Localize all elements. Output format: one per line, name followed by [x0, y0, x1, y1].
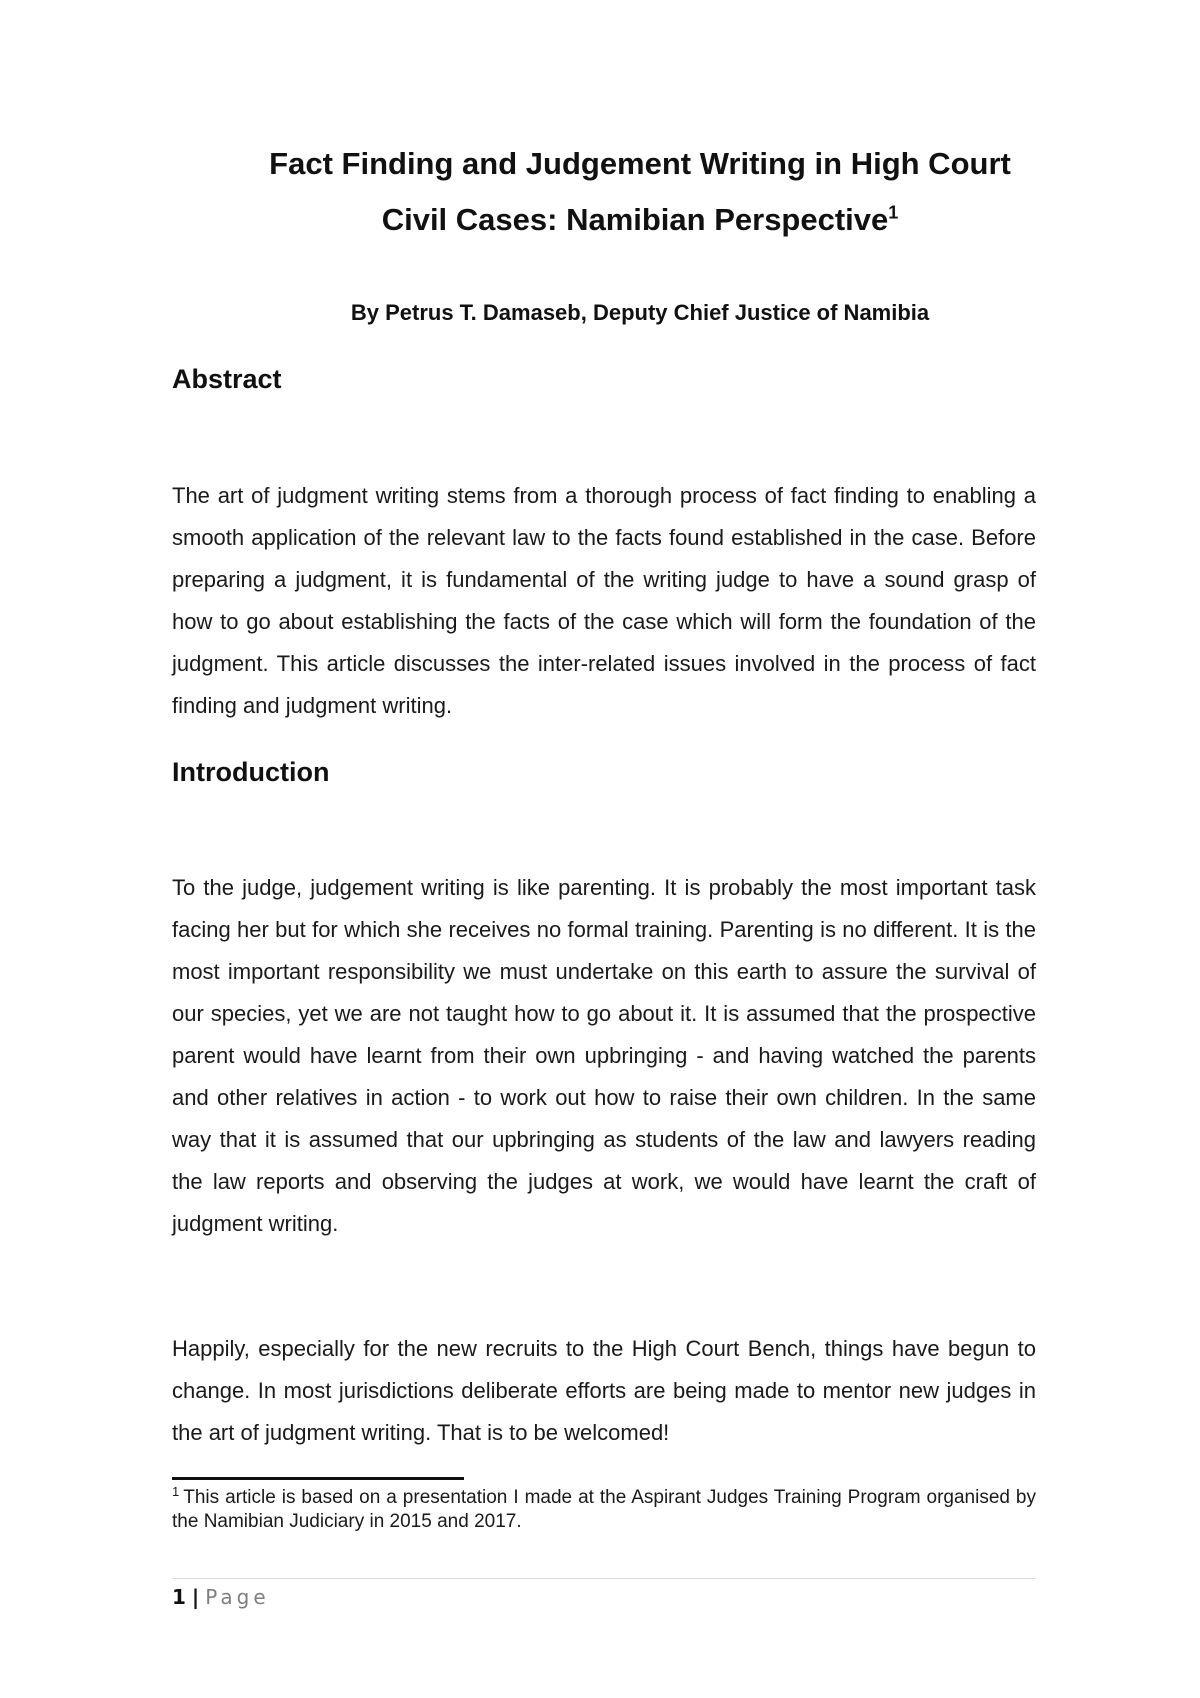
page-number: 1 [172, 1585, 186, 1609]
intro-paragraph-1: To the judge, judgement writing is like parenting. It is probably the most important task facing her but for which she receives no formal training. Parenting is no different. It is the most important responsibility we must undertake on this earth to assure the survival of our species, yet we are not taught how to go about it. It is assumed that the prospective parent would have learnt from their own upbringing - and having watched the parents and other relatives in action - to work out how to raise their own children. In the same way that it is assumed that our upbringing as students of the law and lawyers reading the law reports and observing the judges at work, we would have learnt the craft of judgment writing. [172, 875, 1036, 1236]
author-line: By Petrus T. Damaseb, Deputy Chief Justice of Namibia [350, 300, 930, 325]
title-line-1: Fact Finding and Judgement Writing in High Court [269, 146, 1011, 181]
abstract-paragraph: The art of judgment writing stems from a thorough process of fact finding to enabling a smooth application of the relevant law to the facts found established in the case. Before preparing a judgment, it is fundamental of the writing judge to have a sound grasp of how to go about establishing the facts of the case which will form the foundation of the judgment. This article discusses the inter-related issues involved in the process of fact finding and judgment writing. [172, 483, 1036, 718]
page-label: Page [205, 1585, 270, 1609]
footnote-divider [172, 1477, 464, 1480]
intro-paragraph-2: Happily, especially for the new recruits to the High Court Bench, things have begun to change. In most jurisdictions deliberate efforts are being made to mentor new judges in the art of judgment writing. That is to be welcomed! [172, 1336, 1036, 1445]
footnote-marker: 1 [172, 1483, 180, 1499]
footer-divider [172, 1578, 1036, 1579]
footer-separator: | [191, 1585, 200, 1609]
introduction-heading: Introduction [172, 757, 330, 787]
document-title [172, 136, 1108, 248]
title-footnote-marker[interactable]: 1 [888, 202, 899, 223]
footnote-text: This article is based on a presentation I made at the Aspirant Judges Training Program organised by the Namibian Judiciary in 2015 and 2017. [172, 1487, 1036, 1532]
title-line-2-text: Civil Cases: Namibian Perspective [381, 202, 889, 237]
title-line-2 [172, 192, 1108, 248]
page-footer [172, 1585, 270, 1609]
abstract-heading: Abstract [172, 364, 282, 394]
footnote [172, 1483, 1036, 1534]
